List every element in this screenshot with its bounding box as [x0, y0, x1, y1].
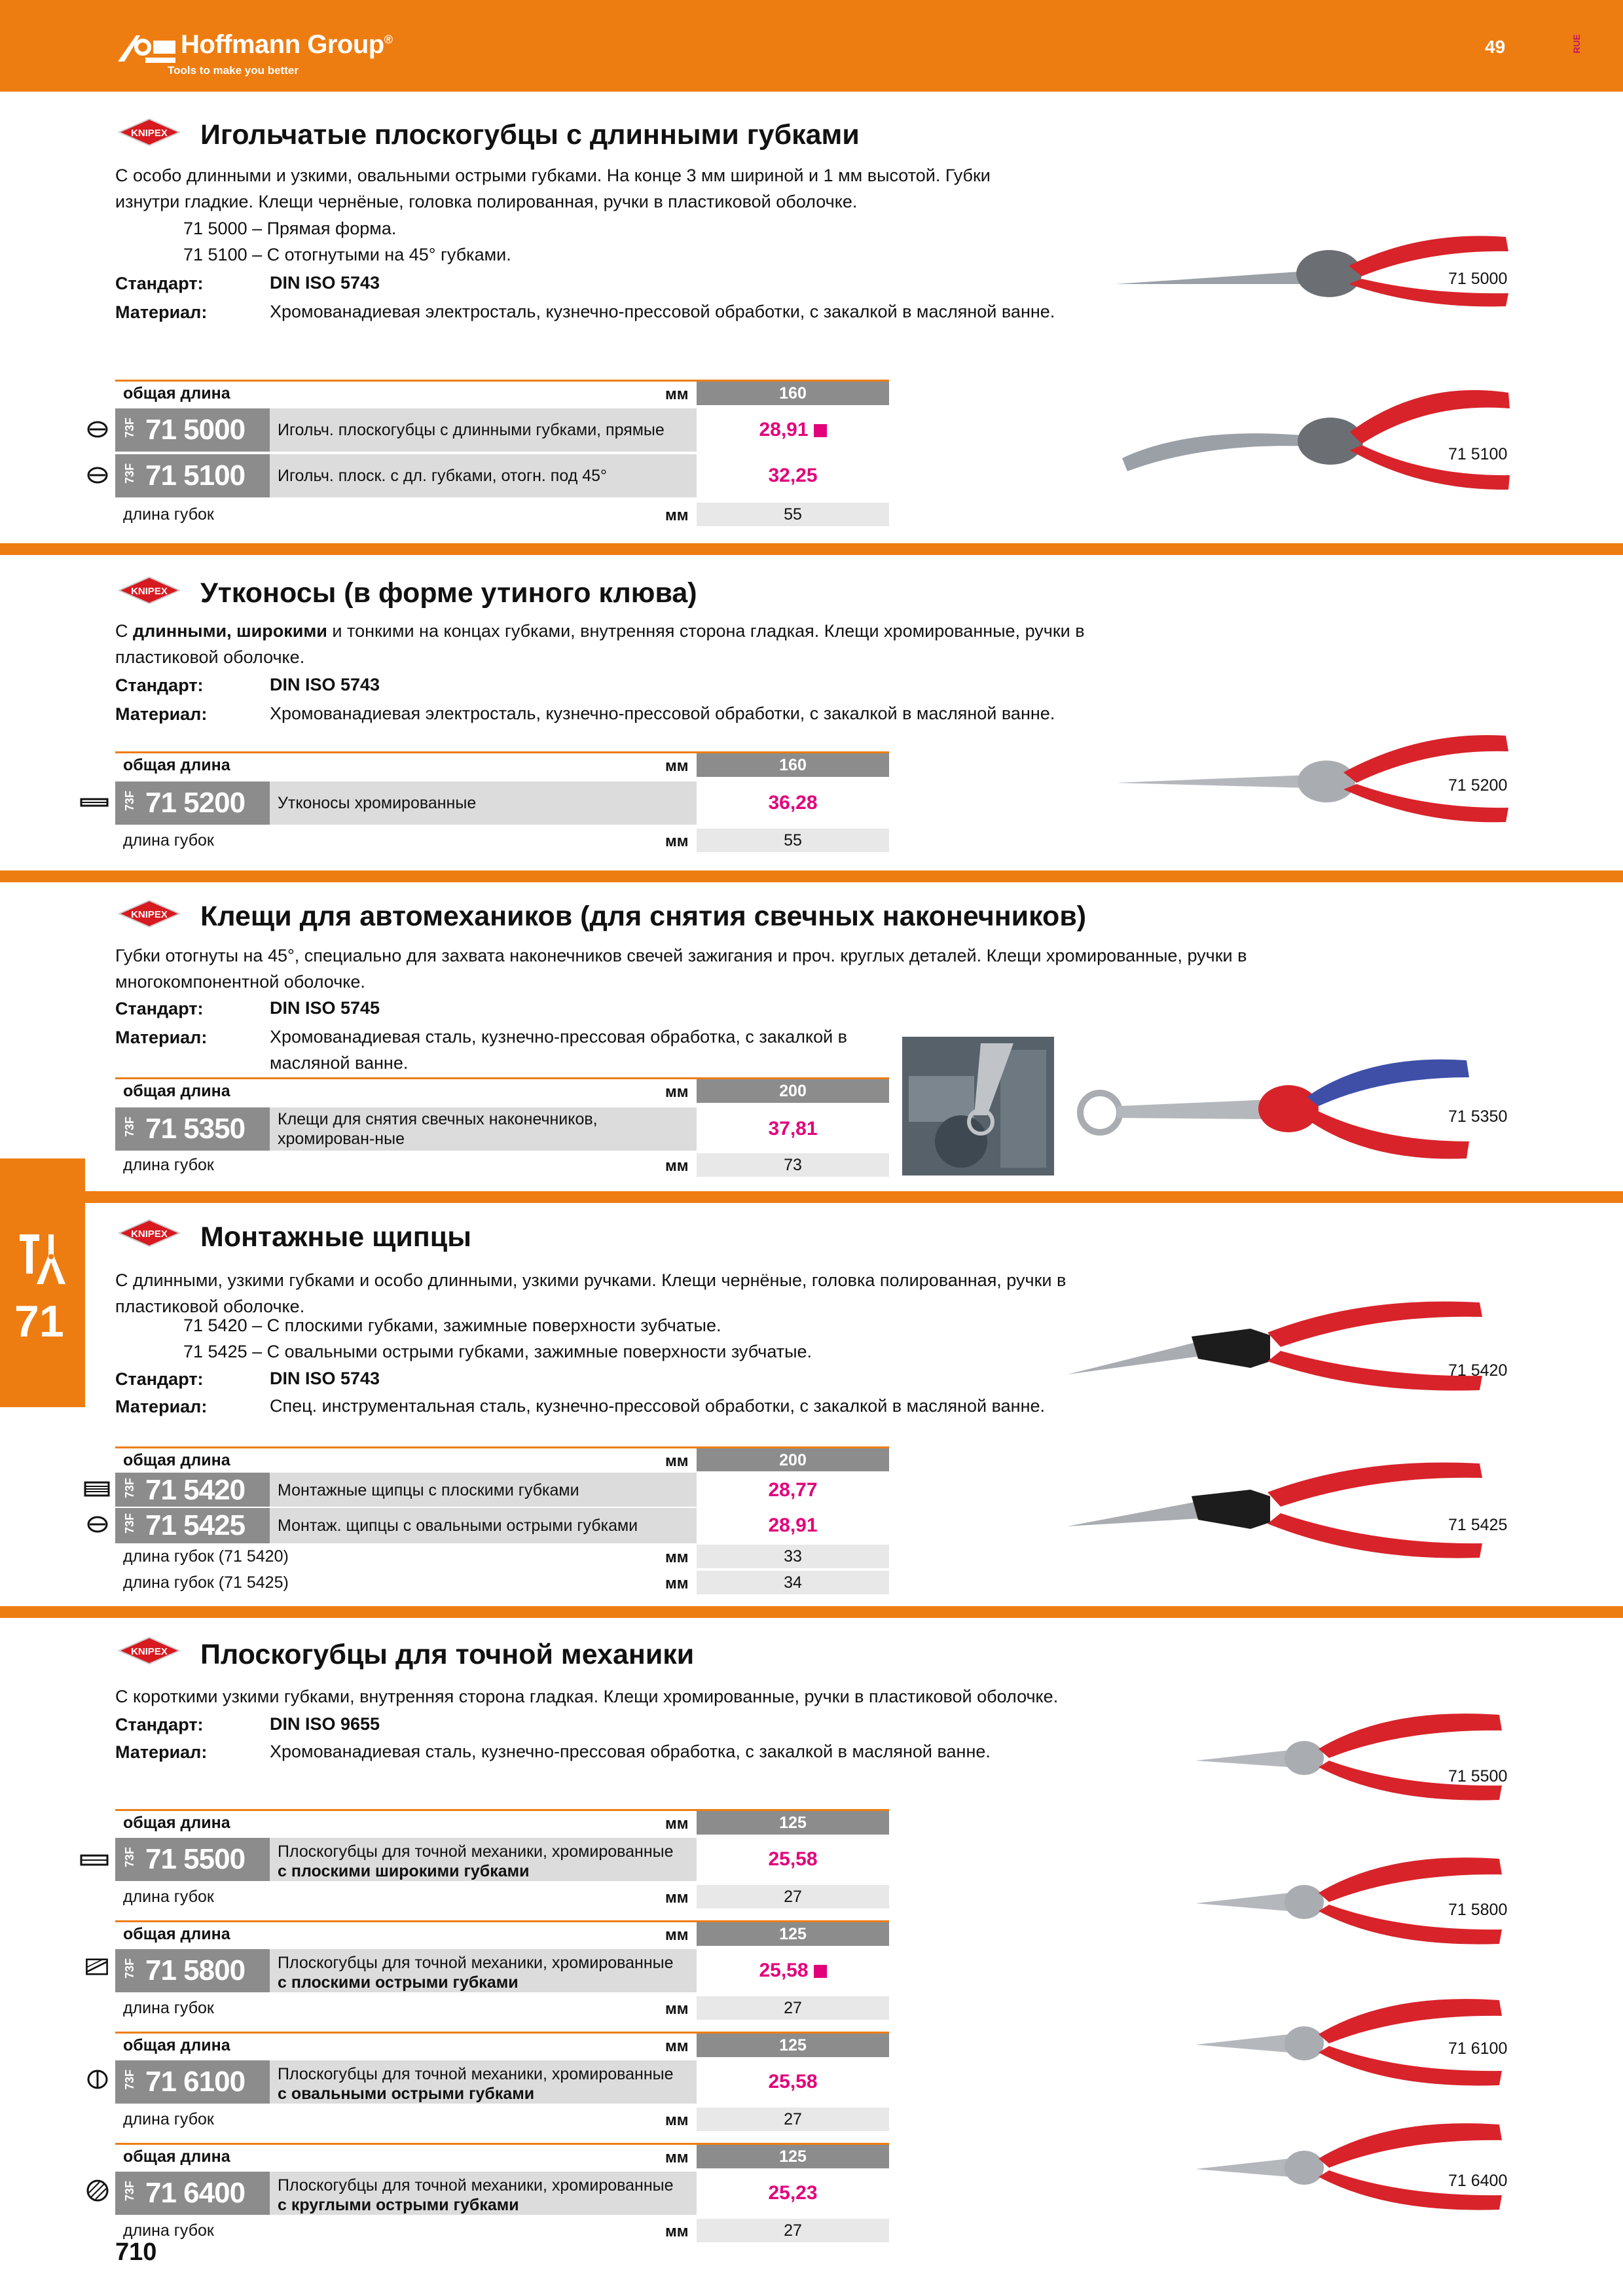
- table-row[interactable]: [115, 1948, 889, 1992]
- total-length: 125: [697, 2145, 889, 2168]
- standard-value: DIN ISO 5745: [270, 998, 380, 1018]
- standard-value: DIN ISO 5743: [270, 273, 380, 293]
- knipex-logo: [115, 1636, 183, 1665]
- round-pointed-jaw-icon: [86, 2179, 109, 2202]
- svg-text:KNIPEX: KNIPEX: [131, 128, 168, 139]
- standard-label: Стандарт:: [115, 999, 204, 1018]
- catalog-prefix: 73F: [123, 1958, 136, 1979]
- footer-label: длина губок: [123, 831, 214, 850]
- catalog-prefix: 73F: [123, 1513, 136, 1534]
- material-value: Хромованадиевая электросталь, кузнечно-прессовой обработки, с закалкой в масляной ванне.: [270, 704, 1055, 723]
- total-length: 125: [697, 1922, 889, 1946]
- table-footer-row: [115, 1545, 889, 1568]
- chapter-tab[interactable]: [0, 1158, 85, 1407]
- footer-label: длина губок (71 5420): [123, 1547, 289, 1566]
- table-row[interactable]: [115, 1507, 889, 1543]
- oval-jaw-icon: [86, 467, 109, 484]
- hoffmann-logo-mark-icon: [117, 31, 177, 64]
- footer-label: длина губок: [123, 505, 214, 524]
- standard-label: Стандарт:: [115, 675, 204, 695]
- marked-price-square-icon: [814, 1965, 827, 1978]
- standard-label: Стандарт:: [115, 274, 204, 293]
- oval-jaw-icon: [86, 1516, 109, 1533]
- article-number: 71 6400: [145, 2177, 246, 2209]
- material-label: Материал:: [115, 1028, 208, 1047]
- product-image-pliers: [1192, 1846, 1519, 1950]
- table-footer-row: [115, 1571, 889, 1594]
- article-number: 71 5100: [145, 459, 246, 492]
- standard-label: Стандарт:: [115, 1715, 204, 1734]
- article-description: Плоскогубцы для точной механики, хромированные с плоскими острыми губками: [270, 1949, 697, 1992]
- material-value: Хромованадиевая электросталь, кузнечно-прессовой обработки, с закалкой в масляной ванне.: [270, 302, 1055, 321]
- section-description: С длинными, узкими губками и особо длинными, узкими ручками. Клещи чернёные, головка полированная, ручки в пластиковой оболочке.: [115, 1270, 1067, 1316]
- footer-label: длина губок: [123, 2110, 214, 2128]
- total-length: 125: [697, 2034, 889, 2057]
- svg-text:KNIPEX: KNIPEX: [131, 1229, 168, 1240]
- material-value: Хромованадиевая сталь, кузнечно-прессовая обработка, с закалкой в масляной ванне.: [270, 1027, 848, 1073]
- product-label: 71 5425: [1448, 1516, 1508, 1534]
- svg-text:KNIPEX: KNIPEX: [131, 586, 168, 597]
- table-footer-row: [115, 1996, 889, 2020]
- table-header-row: [115, 1446, 889, 1472]
- table-row[interactable]: [115, 1106, 889, 1151]
- product-image-pliers: [1113, 720, 1519, 831]
- product-image-pliers: [1061, 1453, 1519, 1564]
- article-number: 71 5500: [145, 1843, 246, 1875]
- section-title: Монтажные щипцы: [200, 1221, 471, 1253]
- page-header: [0, 0, 1623, 92]
- table-header-row: [115, 380, 889, 405]
- table-header-row: [115, 1077, 889, 1103]
- variant-line: 71 5420 – С плоскими губками, зажимные поверхности зубчатые.: [183, 1316, 721, 1335]
- footer-label: длина губок: [123, 1999, 214, 2017]
- unit-label: мм: [665, 1889, 689, 1907]
- catalog-prefix: 73F: [123, 2181, 136, 2202]
- column-label: общая длина: [123, 1814, 230, 1832]
- article-number: 71 5800: [145, 1954, 246, 1986]
- marked-price-square-icon: [814, 424, 827, 437]
- price: 36,28: [768, 792, 818, 814]
- product-image-pliers: [1061, 1041, 1519, 1172]
- column-label: общая длина: [123, 2147, 230, 2166]
- article-number: 71 5420: [145, 1474, 246, 1506]
- knipex-logo: [115, 899, 183, 928]
- product-label: 71 5350: [1448, 1107, 1508, 1126]
- total-length: 160: [697, 382, 889, 405]
- article-description: Монтаж. щипцы с овальными острыми губками: [270, 1508, 697, 1543]
- material-value: Спец. инструментальная сталь, кузнечно-прессовой обработки, с закалкой в масляной ванне.: [270, 1396, 1045, 1416]
- standard-value: DIN ISO 9655: [270, 1714, 380, 1734]
- oval-pointed-jaw-icon: [86, 2070, 109, 2089]
- pliers-icon: [17, 1232, 69, 1287]
- unit-label: мм: [665, 1926, 689, 1944]
- column-label: общая длина: [123, 1925, 230, 1943]
- material-label: Материал:: [115, 302, 208, 322]
- article-description: Игольч. плоск. с дл. губками, отогн. под 45°: [270, 454, 697, 497]
- variant-line: 71 5000 – Прямая форма.: [183, 219, 397, 238]
- section-title: Плоскогубцы для точной механики: [200, 1639, 695, 1670]
- jaw-length: 33: [697, 1545, 889, 1568]
- table-footer-row: [115, 503, 889, 526]
- total-length: 125: [697, 1811, 889, 1835]
- section-title: Игольчатые плоскогубцы с длинными губками: [200, 119, 860, 151]
- section-title: Утконосы (в форме утиного клюва): [200, 577, 697, 609]
- brand-tagline: Tools to make you better: [168, 64, 299, 77]
- knipex-logo: [115, 576, 183, 605]
- price: 28,91: [768, 1515, 818, 1536]
- jaw-length: 55: [697, 829, 889, 852]
- article-number: 71 5000: [145, 414, 246, 446]
- catalog-prefix: 73F: [123, 1478, 136, 1499]
- material-label: Материал:: [115, 704, 208, 724]
- section-description: С особо длинными и узкими, овальными острыми губками. На конце 3 мм шириной и 1 мм высотой. Губки изнутри гладкие. Клещи чернёные, головка полированная, ручки в пластиковой оболочке.: [115, 166, 991, 211]
- column-label: общая длина: [123, 1082, 230, 1100]
- catalog-prefix: 73F: [123, 2070, 136, 2090]
- table-row[interactable]: [115, 2170, 889, 2215]
- column-label: общая длина: [123, 1451, 230, 1469]
- unit-label: мм: [665, 1157, 689, 1175]
- section-divider: [0, 543, 1623, 555]
- application-photo: [902, 1037, 1054, 1175]
- table-header-row: [115, 751, 889, 777]
- price: 25,58: [768, 1848, 818, 1870]
- product-image-pliers: [1113, 373, 1519, 504]
- price: 25,58: [697, 1949, 889, 1992]
- unit-label: мм: [665, 1575, 689, 1592]
- unit-label: мм: [665, 833, 689, 850]
- table-row[interactable]: [115, 1471, 889, 1508]
- total-length: 200: [697, 1079, 889, 1103]
- header-page-number: 49: [1485, 37, 1506, 57]
- standard-label: Стандарт:: [115, 1369, 204, 1389]
- jaw-length: 34: [697, 1571, 889, 1594]
- section-description: С длинными, широкими и тонкими на концах губками, внутренняя сторона гладкая. Клещи хромированные, ручки в пластиковой оболочке.: [115, 621, 1085, 667]
- svg-text:KNIPEX: KNIPEX: [131, 1646, 168, 1657]
- article-description: Плоскогубцы для точной механики, хромированные с овальными острыми губками: [270, 2060, 697, 2104]
- product-label: 71 5100: [1448, 445, 1508, 463]
- footer-label: длина губок: [123, 2221, 214, 2240]
- unit-label: мм: [665, 2111, 689, 2129]
- jaw-length: 27: [697, 2219, 889, 2242]
- product-image-pliers: [1192, 2111, 1519, 2216]
- catalog-prefix: 73F: [123, 463, 136, 484]
- variant-line: 71 5425 – С овальными острыми губками, зажимные поверхности зубчатые.: [183, 1342, 812, 1361]
- article-number: 71 5425: [145, 1509, 246, 1541]
- product-label: 71 5420: [1448, 1361, 1508, 1380]
- section-divider: [0, 870, 1623, 882]
- article-number: 71 5350: [145, 1113, 246, 1145]
- table-header-row: [115, 1809, 889, 1835]
- material-value: Хромованадиевая сталь, кузнечно-прессовая обработка, с закалкой в масляной ванне.: [270, 1742, 991, 1761]
- standard-value: DIN ISO 5743: [270, 1369, 380, 1388]
- unit-label: мм: [665, 507, 689, 524]
- material-label: Материал:: [115, 1397, 208, 1416]
- product-label: 71 6400: [1448, 2172, 1508, 2190]
- article-number: 71 6100: [145, 2066, 246, 2098]
- article-description: Плоскогубцы для точной механики, хромированные с плоскими широкими губками: [270, 1838, 697, 1881]
- unit-label: мм: [665, 2000, 689, 2018]
- unit-label: мм: [665, 2149, 689, 2166]
- material-label: Материал:: [115, 1742, 208, 1762]
- table-row[interactable]: [115, 780, 889, 825]
- variant-line: 71 5100 – С отогнутыми на 45° губками.: [183, 245, 511, 264]
- catalog-prefix: 73F: [123, 1847, 136, 1868]
- catalog-prefix: 73F: [123, 791, 136, 812]
- footer-label: длина губок: [123, 1888, 214, 1906]
- jaw-length: 55: [697, 503, 889, 526]
- column-label: общая длина: [123, 2036, 230, 2054]
- price: 37,81: [768, 1118, 818, 1139]
- table-header-row: [115, 1920, 889, 1946]
- price: 32,25: [768, 465, 818, 486]
- table-header-row: [115, 2032, 889, 2057]
- unit-label: мм: [665, 1815, 689, 1833]
- brand-name: Hoffmann Group®: [181, 30, 393, 59]
- header-code: RUE: [1571, 34, 1582, 54]
- total-length: 160: [697, 753, 889, 777]
- column-label: общая длина: [123, 384, 230, 403]
- section-divider: [0, 1191, 1623, 1203]
- price: 25,23: [768, 2182, 818, 2204]
- section-title: Клещи для автомехаников (для снятия свечных наконечников): [200, 901, 1087, 932]
- total-length: 200: [697, 1448, 889, 1472]
- section-description: С короткими узкими губками, внутренняя сторона гладкая. Клещи хромированные, ручки в пластиковой оболочке.: [115, 1687, 1059, 1706]
- chapter-number: 71: [14, 1297, 64, 1346]
- product-image-pliers: [1192, 1702, 1519, 1806]
- knipex-logo: [115, 118, 183, 147]
- section-divider: [0, 1606, 1623, 1618]
- article-description: Плоскогубцы для точной механики, хромированные с круглыми острыми губками: [270, 2172, 697, 2215]
- product-label: 71 6100: [1448, 2039, 1508, 2058]
- jaw-length: 27: [697, 2108, 889, 2131]
- unit-label: мм: [665, 2037, 689, 2055]
- table-footer-row: [115, 2219, 889, 2242]
- flat-wide-jaw-icon: [80, 1852, 109, 1869]
- article-description: Клещи для снятия свечных наконечников, хромирован-ные: [270, 1107, 697, 1151]
- catalog-prefix: 73F: [123, 418, 136, 439]
- product-label: 71 5200: [1448, 776, 1508, 795]
- article-description: Игольч. плоскогубцы с длинными губками, прямые: [270, 408, 697, 452]
- page-number: 710: [115, 2238, 157, 2266]
- knipex-logo: [115, 1219, 183, 1247]
- product-label: 71 5500: [1448, 1767, 1508, 1785]
- footer-label: длина губок (71 5425): [123, 1573, 289, 1592]
- article-description: Утконосы хромированные: [270, 781, 697, 825]
- section-description: Губки отогнуты на 45°, специально для захвата наконечников свечей зажигания и проч. круглых деталей. Клещи хромированные, ручки в многокомпонентной оболочке.: [115, 946, 1247, 992]
- article-number: 71 5200: [145, 787, 246, 819]
- article-description: Монтажные щипцы с плоскими губками: [270, 1473, 697, 1508]
- flat-pointed-jaw-icon: [84, 1958, 110, 1975]
- jaw-length: 27: [697, 1996, 889, 2020]
- price: 28,91: [697, 408, 889, 452]
- table-footer-row: [115, 1153, 889, 1177]
- catalog-prefix: 73F: [123, 1117, 136, 1138]
- table-row[interactable]: [115, 407, 889, 452]
- unit-label: мм: [665, 1549, 689, 1566]
- table-row[interactable]: [115, 1837, 889, 1881]
- standard-value: DIN ISO 5743: [270, 675, 380, 694]
- flat-serrated-jaw-icon: [84, 1480, 110, 1498]
- price: 25,58: [768, 2071, 818, 2092]
- product-label: 71 5000: [1448, 270, 1508, 288]
- table-row[interactable]: [115, 2059, 889, 2104]
- product-label: 71 5800: [1448, 1901, 1508, 1919]
- unit-label: мм: [665, 2223, 689, 2240]
- oval-jaw-icon: [86, 421, 109, 438]
- table-header-row: [115, 2143, 889, 2168]
- table-footer-row: [115, 829, 889, 852]
- product-image-pliers: [1113, 211, 1519, 319]
- column-label: общая длина: [123, 756, 230, 774]
- unit-label: мм: [665, 757, 689, 775]
- unit-label: мм: [665, 1083, 689, 1101]
- table-footer-row: [115, 1885, 889, 1909]
- price: 28,77: [768, 1479, 818, 1501]
- table-footer-row: [115, 2108, 889, 2131]
- flat-jaw-icon: [80, 794, 109, 811]
- table-row[interactable]: [115, 453, 889, 497]
- unit-label: мм: [665, 386, 689, 403]
- unit-label: мм: [665, 1452, 689, 1470]
- jaw-length: 73: [697, 1153, 889, 1177]
- footer-label: длина губок: [123, 1156, 214, 1174]
- svg-text:KNIPEX: KNIPEX: [131, 909, 168, 920]
- jaw-length: 27: [697, 1885, 889, 1909]
